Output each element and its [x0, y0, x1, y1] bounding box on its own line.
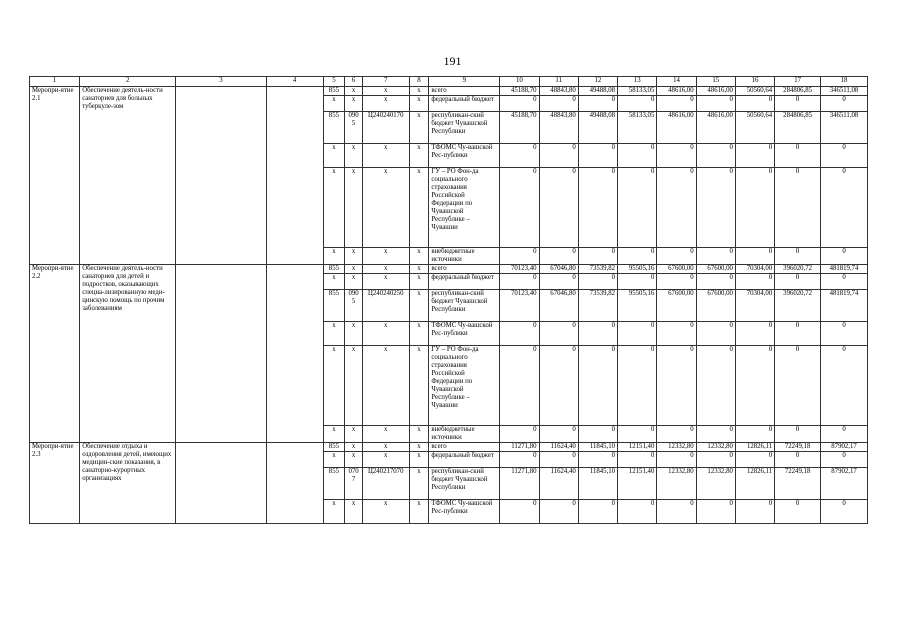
value-cell: 0 — [657, 500, 696, 524]
value-cell: 0 — [696, 500, 735, 524]
value-cell: 0 — [578, 144, 617, 168]
code-cell: х — [323, 96, 345, 112]
code-cell: х — [362, 248, 409, 265]
value-cell: 0 — [735, 248, 774, 265]
code-cell: х — [409, 500, 429, 524]
code-cell: х — [409, 426, 429, 443]
description-cell: Обеспечение отдыха и оздоровления детей, имеющих медицин-ские показания, в санаторно-курортных организациях — [80, 443, 176, 524]
value-cell: 396020,72 — [775, 290, 821, 322]
source-cell: ТФОМС Чу-вашской Рес-публики — [429, 500, 500, 524]
value-cell: 70123,40 — [500, 265, 539, 274]
value-cell: 0 — [696, 346, 735, 426]
header-cell: 3 — [176, 77, 267, 87]
code-cell: 855 — [323, 265, 345, 274]
code-cell: х — [345, 144, 362, 168]
value-cell: 0 — [578, 346, 617, 426]
code-cell: х — [409, 112, 429, 144]
value-cell: 0 — [500, 452, 539, 468]
page-number: 191 — [443, 54, 462, 68]
value-cell: 58133,05 — [618, 87, 657, 96]
value-cell: 49488,08 — [578, 87, 617, 96]
value-cell: 0 — [735, 168, 774, 248]
code-cell: х — [345, 274, 362, 290]
header-cell: 2 — [80, 77, 176, 87]
value-cell: 12826,11 — [735, 468, 774, 500]
header-cell: 11 — [539, 77, 578, 87]
code-cell: 0905 — [345, 290, 362, 322]
value-cell: 0 — [775, 452, 821, 468]
header-row — [30, 77, 868, 87]
code-cell: х — [345, 322, 362, 346]
value-cell: 0 — [618, 274, 657, 290]
code-cell: х — [345, 452, 362, 468]
value-cell: 0 — [618, 322, 657, 346]
header-cell: 4 — [266, 77, 323, 87]
value-cell: 0 — [775, 144, 821, 168]
code-cell: х — [409, 322, 429, 346]
code-cell: х — [362, 443, 409, 452]
code-cell: х — [323, 346, 345, 426]
header-cell: 5 — [323, 77, 345, 87]
value-cell: 72249,18 — [775, 468, 821, 500]
value-cell: 0 — [821, 274, 868, 290]
value-cell: 12826,11 — [735, 443, 774, 452]
value-cell: 67600,00 — [657, 265, 696, 274]
value-cell: 0 — [500, 322, 539, 346]
value-cell: 0 — [657, 168, 696, 248]
value-cell: 0 — [539, 144, 578, 168]
code-cell: 855 — [323, 468, 345, 500]
value-cell: 11624,40 — [539, 468, 578, 500]
value-cell: 48616,00 — [696, 87, 735, 96]
header-cell: 17 — [775, 77, 821, 87]
source-cell: ТФОМС Чу-вашской Рес-публики — [429, 322, 500, 346]
value-cell: 0 — [696, 144, 735, 168]
header-cell: 13 — [618, 77, 657, 87]
code-cell: х — [409, 96, 429, 112]
code-cell: х — [345, 443, 362, 452]
value-cell: 73539,82 — [578, 265, 617, 274]
source-cell: всего — [429, 87, 500, 96]
value-cell: 0 — [500, 426, 539, 443]
value-cell: 0 — [735, 346, 774, 426]
value-cell: 70304,00 — [735, 265, 774, 274]
event-cell: Меропри-ятие 2.3 — [30, 443, 80, 524]
value-cell: 48616,00 — [696, 112, 735, 144]
value-cell: 0 — [539, 248, 578, 265]
value-cell: 346511,08 — [821, 112, 868, 144]
code-cell: х — [362, 346, 409, 426]
value-cell: 95505,16 — [618, 290, 657, 322]
source-cell: всего — [429, 443, 500, 452]
code-cell: х — [345, 87, 362, 96]
value-cell: 48616,00 — [657, 112, 696, 144]
value-cell: 0 — [657, 346, 696, 426]
code-cell: х — [345, 500, 362, 524]
source-cell: республикан-ский бюджет Чувашской Республики — [429, 468, 500, 500]
value-cell: 0 — [821, 322, 868, 346]
value-cell: 0 — [775, 96, 821, 112]
header-cell: 7 — [362, 77, 409, 87]
code-cell: х — [362, 322, 409, 346]
column-3-cell — [176, 87, 267, 265]
code-cell: 855 — [323, 87, 345, 96]
code-cell: х — [362, 96, 409, 112]
value-cell: 0 — [618, 96, 657, 112]
value-cell: 0 — [821, 500, 868, 524]
value-cell: 0 — [735, 500, 774, 524]
value-cell: 0 — [578, 426, 617, 443]
value-cell: 0 — [696, 274, 735, 290]
value-cell: 0 — [657, 248, 696, 265]
value-cell: 0 — [618, 248, 657, 265]
code-cell: х — [345, 168, 362, 248]
column-3-cell — [176, 265, 267, 443]
value-cell: 0 — [775, 346, 821, 426]
code-cell: х — [362, 87, 409, 96]
source-cell: федеральный бюджет — [429, 452, 500, 468]
value-cell: 11624,40 — [539, 443, 578, 452]
value-cell: 0 — [821, 452, 868, 468]
source-cell: всего — [429, 265, 500, 274]
column-4-cell — [266, 443, 323, 524]
header-cell: 8 — [409, 77, 429, 87]
value-cell: 0 — [657, 452, 696, 468]
header-cell: 14 — [657, 77, 696, 87]
value-cell: 12332,80 — [696, 468, 735, 500]
value-cell: 11271,80 — [500, 468, 539, 500]
code-cell: х — [362, 168, 409, 248]
value-cell: 0 — [696, 248, 735, 265]
header-cell: 18 — [821, 77, 868, 87]
value-cell: 50560,64 — [735, 112, 774, 144]
value-cell: 0 — [657, 144, 696, 168]
value-cell: 12151,40 — [618, 468, 657, 500]
value-cell: 0 — [657, 274, 696, 290]
code-cell: х — [345, 96, 362, 112]
value-cell: 0 — [696, 426, 735, 443]
value-cell: 0 — [539, 274, 578, 290]
value-cell: 0 — [500, 500, 539, 524]
source-cell: внебюджетные источники — [429, 426, 500, 443]
source-cell: ТФОМС Чу-вашской Рес-публики — [429, 144, 500, 168]
value-cell: 0 — [500, 248, 539, 265]
value-cell: 0 — [500, 346, 539, 426]
code-cell: х — [323, 500, 345, 524]
value-cell: 12151,40 — [618, 443, 657, 452]
value-cell: 0 — [500, 168, 539, 248]
value-cell: 0 — [735, 426, 774, 443]
value-cell: 0 — [735, 452, 774, 468]
code-cell: х — [362, 265, 409, 274]
code-cell: х — [409, 274, 429, 290]
value-cell: 0 — [578, 248, 617, 265]
value-cell: 0 — [539, 426, 578, 443]
column-4-cell — [266, 265, 323, 443]
value-cell: 0 — [821, 426, 868, 443]
column-3-cell — [176, 443, 267, 524]
value-cell: 0 — [618, 144, 657, 168]
code-cell: х — [409, 87, 429, 96]
code-cell: х — [409, 144, 429, 168]
value-cell: 95505,16 — [618, 265, 657, 274]
source-cell: внебюджетные источники — [429, 248, 500, 265]
value-cell: 0 — [821, 168, 868, 248]
value-cell: 0 — [539, 346, 578, 426]
table-body — [30, 77, 868, 524]
value-cell: 0 — [578, 452, 617, 468]
code-cell: х — [323, 144, 345, 168]
value-cell: 12332,80 — [657, 443, 696, 452]
value-cell: 0 — [657, 96, 696, 112]
code-cell: х — [323, 322, 345, 346]
value-cell: 0 — [696, 96, 735, 112]
value-cell: 0 — [775, 248, 821, 265]
header-cell: 12 — [578, 77, 617, 87]
code-cell: х — [409, 443, 429, 452]
value-cell: 49488,08 — [578, 112, 617, 144]
value-cell: 0 — [821, 144, 868, 168]
value-cell: 67600,00 — [696, 290, 735, 322]
value-cell: 45188,70 — [500, 87, 539, 96]
value-cell: 0 — [735, 144, 774, 168]
header-cell: 6 — [345, 77, 362, 87]
table-row — [30, 265, 868, 274]
value-cell: 0 — [696, 452, 735, 468]
value-cell: 0 — [578, 168, 617, 248]
value-cell: 72249,18 — [775, 443, 821, 452]
event-cell: Меропри-ятие 2.2 — [30, 265, 80, 443]
value-cell: 11845,10 — [578, 468, 617, 500]
value-cell: 0 — [696, 322, 735, 346]
code-cell: Ц240240250 — [362, 290, 409, 322]
code-cell: х — [345, 426, 362, 443]
code-cell: х — [323, 452, 345, 468]
value-cell: 67600,00 — [657, 290, 696, 322]
header-cell: 1 — [30, 77, 80, 87]
description-cell: Обеспечение деятель-ности санаториев для больных туберкуле-зом — [80, 87, 176, 265]
code-cell: х — [362, 274, 409, 290]
code-cell: х — [362, 500, 409, 524]
value-cell: 0 — [821, 248, 868, 265]
value-cell: 0 — [578, 322, 617, 346]
value-cell: 87902,17 — [821, 468, 868, 500]
value-cell: 0 — [657, 322, 696, 346]
column-4-cell — [266, 87, 323, 265]
code-cell: х — [409, 265, 429, 274]
value-cell: 0 — [775, 426, 821, 443]
header-cell: 10 — [500, 77, 539, 87]
source-cell: федеральный бюджет — [429, 274, 500, 290]
value-cell: 58133,05 — [618, 112, 657, 144]
value-cell: 70123,40 — [500, 290, 539, 322]
code-cell: х — [345, 265, 362, 274]
value-cell: 45188,70 — [500, 112, 539, 144]
code-cell: х — [323, 274, 345, 290]
value-cell: 0 — [735, 96, 774, 112]
code-cell: х — [362, 452, 409, 468]
value-cell: 67046,80 — [539, 265, 578, 274]
event-cell: Меропри-ятие 2.1 — [30, 87, 80, 265]
code-cell: х — [362, 144, 409, 168]
value-cell: 0 — [618, 426, 657, 443]
description-cell: Обеспечение деятель-ности санаториев для детей и подростков, оказывающих специа-лизированную меди-цинскую помощь по прочим заболеваниям — [80, 265, 176, 443]
code-cell: 855 — [323, 443, 345, 452]
code-cell: х — [409, 248, 429, 265]
header-cell: 15 — [696, 77, 735, 87]
value-cell: 0 — [821, 96, 868, 112]
value-cell: 12332,80 — [696, 443, 735, 452]
code-cell: х — [323, 248, 345, 265]
value-cell: 0 — [539, 452, 578, 468]
value-cell: 0 — [578, 274, 617, 290]
value-cell: 0 — [578, 96, 617, 112]
value-cell: 0 — [539, 322, 578, 346]
value-cell: 284806,85 — [775, 87, 821, 96]
value-cell: 48843,80 — [539, 87, 578, 96]
value-cell: 70304,00 — [735, 290, 774, 322]
value-cell: 48843,80 — [539, 112, 578, 144]
value-cell: 0 — [775, 274, 821, 290]
source-cell: республикан-ский бюджет Чувашской Республики — [429, 112, 500, 144]
table-row — [30, 87, 868, 96]
value-cell: 73539,82 — [578, 290, 617, 322]
value-cell: 481819,74 — [821, 290, 868, 322]
value-cell: 0 — [775, 500, 821, 524]
code-cell: х — [409, 452, 429, 468]
value-cell: 0 — [539, 500, 578, 524]
value-cell: 0 — [657, 426, 696, 443]
code-cell: х — [409, 468, 429, 500]
value-cell: 0 — [821, 346, 868, 426]
source-cell: федеральный бюджет — [429, 96, 500, 112]
code-cell: х — [345, 248, 362, 265]
value-cell: 0 — [500, 144, 539, 168]
code-cell: х — [409, 346, 429, 426]
value-cell: 0 — [696, 168, 735, 248]
code-cell: 855 — [323, 112, 345, 144]
value-cell: 11845,10 — [578, 443, 617, 452]
header-cell: 16 — [735, 77, 774, 87]
value-cell: 0 — [735, 274, 774, 290]
value-cell: 0 — [539, 96, 578, 112]
value-cell: 346511,08 — [821, 87, 868, 96]
value-cell: 0 — [539, 168, 578, 248]
code-cell: Ц240217070 — [362, 468, 409, 500]
value-cell: 0 — [618, 500, 657, 524]
table-row — [30, 443, 868, 452]
source-cell: республикан-ский бюджет Чувашской Республики — [429, 290, 500, 322]
value-cell: 87902,17 — [821, 443, 868, 452]
value-cell: 0 — [775, 322, 821, 346]
code-cell: х — [362, 426, 409, 443]
value-cell: 0 — [735, 322, 774, 346]
value-cell: 0 — [775, 168, 821, 248]
value-cell: 67600,00 — [696, 265, 735, 274]
code-cell: 855 — [323, 290, 345, 322]
value-cell: 50560,64 — [735, 87, 774, 96]
code-cell: 0707 — [345, 468, 362, 500]
value-cell: 0 — [618, 452, 657, 468]
value-cell: 12332,80 — [657, 468, 696, 500]
value-cell: 11271,80 — [500, 443, 539, 452]
value-cell: 0 — [500, 274, 539, 290]
value-cell: 481819,74 — [821, 265, 868, 274]
code-cell: х — [409, 290, 429, 322]
code-cell: х — [345, 346, 362, 426]
source-cell: ГУ – РО Фон-да социального страхования Российской Федерации по Чувашской Республике – Чувашии — [429, 346, 500, 426]
code-cell: х — [323, 426, 345, 443]
code-cell: х — [323, 168, 345, 248]
value-cell: 396020,72 — [775, 265, 821, 274]
value-cell: 48616,00 — [657, 87, 696, 96]
value-cell: 0 — [578, 500, 617, 524]
code-cell: Ц240240170 — [362, 112, 409, 144]
value-cell: 284806,85 — [775, 112, 821, 144]
code-cell: 0905 — [345, 112, 362, 144]
budget-table — [29, 76, 868, 524]
code-cell: х — [409, 168, 429, 248]
header-cell: 9 — [429, 77, 500, 87]
value-cell: 0 — [618, 168, 657, 248]
value-cell: 0 — [618, 346, 657, 426]
value-cell: 67046,80 — [539, 290, 578, 322]
source-cell: ГУ – РО Фон-да социального страхования Российской Федерации по Чувашской Республике – Чувашии — [429, 168, 500, 248]
value-cell: 0 — [500, 96, 539, 112]
